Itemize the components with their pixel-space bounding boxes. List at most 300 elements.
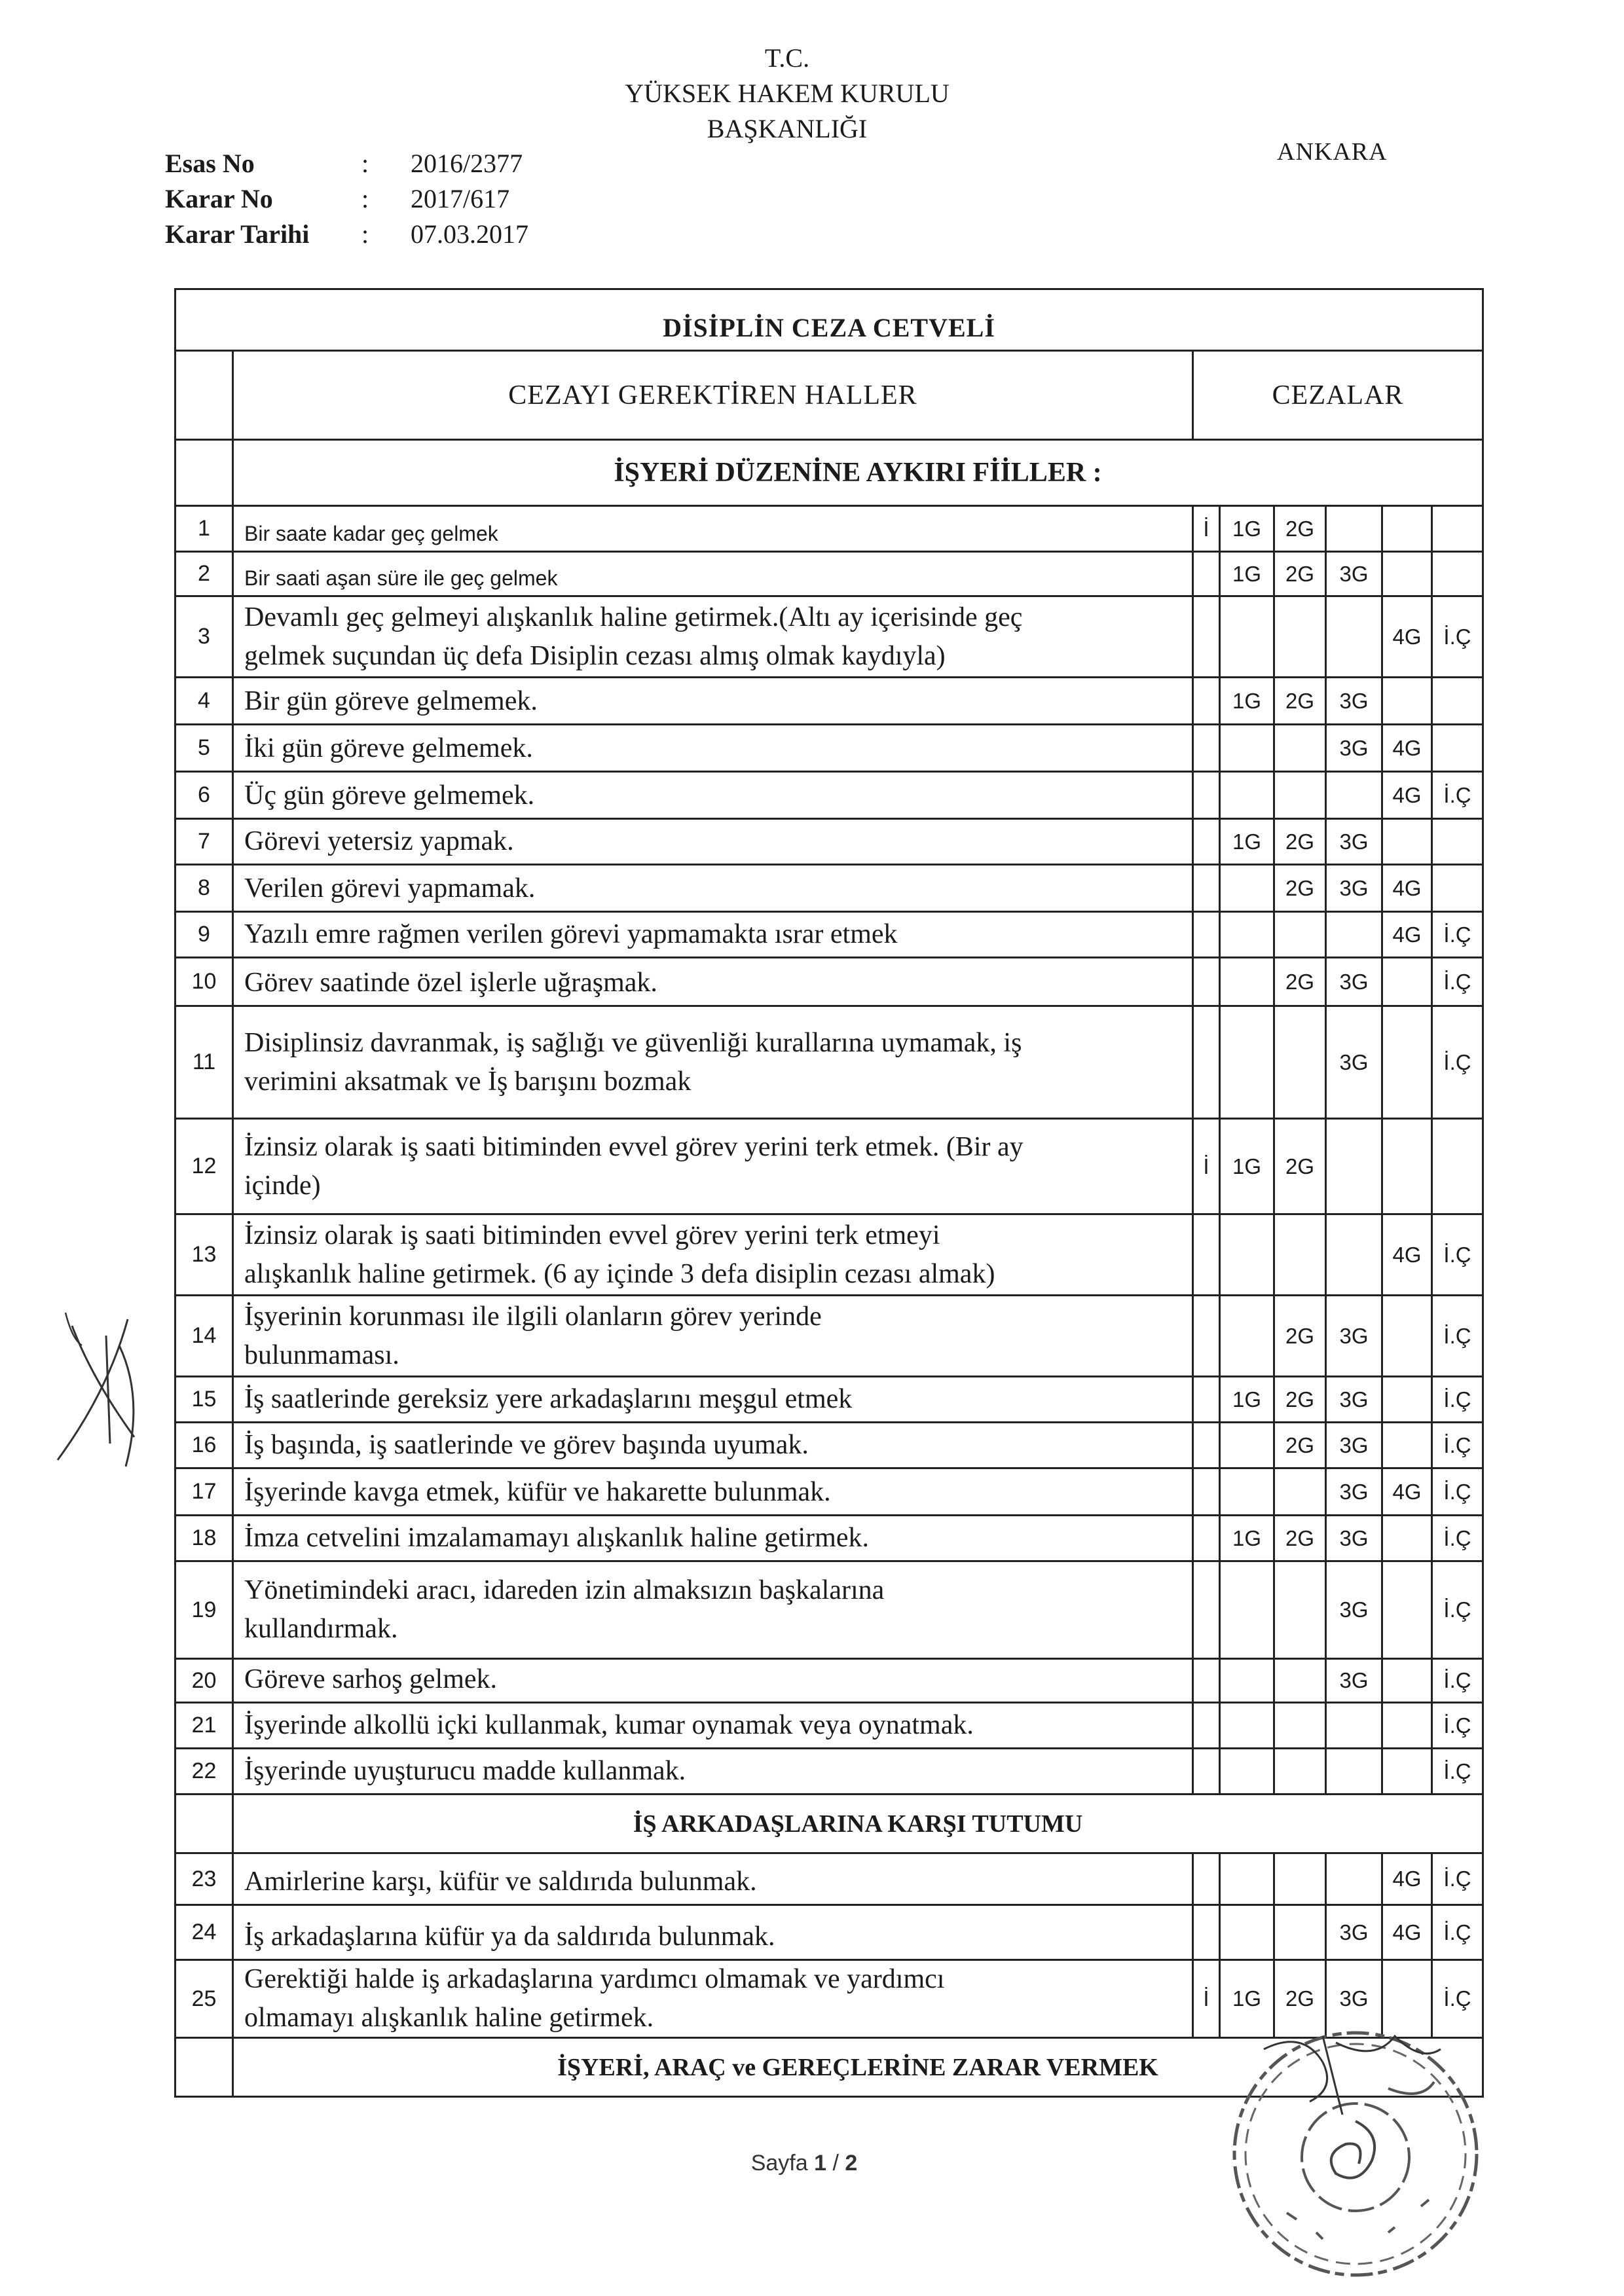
offence-text-line: kullandırmak. — [244, 1614, 398, 1644]
penalty-cell-empty — [1275, 1215, 1327, 1294]
penalty-cell-empty — [1194, 1215, 1221, 1294]
section-heading: İŞYERİ DÜZENİNE AYKIRI FİİLLER : — [614, 458, 1102, 488]
penalty-code: 1G — [1232, 1986, 1262, 2011]
row-number: 25 — [176, 1961, 234, 2037]
penalty-cell-empty — [1383, 1516, 1433, 1560]
penalty-cell — [1221, 678, 1275, 723]
penalty-cell-empty — [1383, 1296, 1433, 1376]
penalty-code: İ.Ç — [1443, 624, 1471, 649]
offence-text-line: İşyerinde kavga etmek, küfür ve hakarette bulunmak. — [244, 1477, 831, 1507]
table-row — [176, 913, 1482, 958]
penalty-cell-empty — [1194, 553, 1221, 595]
offence-text-line: içinde) — [244, 1170, 321, 1201]
penalty-cell-empty — [1275, 913, 1327, 957]
penalty-cell — [1433, 1007, 1482, 1118]
penalty-code: 4G — [1392, 1867, 1422, 1891]
column-header-penalties: CEZALAR — [1272, 380, 1404, 410]
penalty-cell-empty — [1275, 1469, 1327, 1514]
table-row — [176, 553, 1482, 597]
penalty-code: 2G — [1285, 1323, 1315, 1348]
case-meta — [165, 145, 528, 251]
penalty-code: İ.Ç — [1443, 1387, 1471, 1412]
penalty-cell-empty — [1327, 1120, 1383, 1213]
penalty-cell — [1383, 773, 1433, 818]
penalty-code: İ.Ç — [1443, 1323, 1471, 1348]
offence-description — [234, 1007, 1194, 1118]
offence-text-line: İşyerinde alkollü içki kullanmak, kumar oynamak veya oynatmak. — [244, 1710, 974, 1740]
penalty-code: 1G — [1232, 688, 1262, 713]
penalty-cell-empty — [1383, 1120, 1433, 1213]
penalty-cell-empty — [1221, 1749, 1275, 1793]
penalty-cell-empty — [1327, 507, 1383, 551]
handwritten-signature — [46, 1300, 157, 1476]
penalty-cell — [1383, 913, 1433, 957]
row-number: 3 — [176, 597, 234, 676]
penalty-cell — [1433, 1215, 1482, 1294]
penalty-code: İ — [1203, 516, 1209, 541]
penalty-code: 4G — [1392, 735, 1422, 760]
table-row — [176, 773, 1482, 820]
penalty-cell — [1275, 553, 1327, 595]
penalty-code: 4G — [1392, 922, 1422, 947]
penalty-cell-empty — [1383, 820, 1433, 864]
penalty-code: İ.Ç — [1443, 1758, 1471, 1783]
section-heading-row — [176, 441, 1482, 507]
offence-text-line: İmza cetvelini imzalamamayı alışkanlık haline getirmek. — [244, 1523, 869, 1553]
penalty-cell-empty — [1194, 958, 1221, 1005]
meta-colon: : — [361, 183, 369, 213]
table-body — [176, 441, 1482, 2098]
penalty-cell-empty — [1221, 1296, 1275, 1376]
penalty-cell — [1275, 1423, 1327, 1467]
penalty-code: 4G — [1392, 782, 1422, 807]
penalty-cell-empty — [1194, 678, 1221, 723]
penalty-cell — [1327, 1469, 1383, 1514]
offence-description — [234, 913, 1194, 957]
meta-value: 07.03.2017 — [411, 219, 528, 249]
offence-text-line: Bir gün göreve gelmemek. — [244, 686, 538, 716]
penalty-cell-empty — [1383, 507, 1433, 551]
penalty-cell-empty — [1275, 725, 1327, 771]
header-line-tc: T.C. — [764, 43, 810, 73]
offence-text-line: Verilen görevi yapmamak. — [244, 873, 536, 903]
penalty-code: İ.Ç — [1443, 1867, 1471, 1891]
penalty-code: 2G — [1285, 1525, 1315, 1550]
row-number: 16 — [176, 1423, 234, 1467]
row-number: 9 — [176, 913, 234, 957]
row-number: 13 — [176, 1215, 234, 1294]
penalty-cell-empty — [1221, 773, 1275, 818]
offence-text-line: alışkanlık haline getirmek. (6 ay içinde 3 defa disiplin cezası almak) — [244, 1258, 995, 1289]
row-number-cell — [176, 1795, 234, 1852]
offence-description — [234, 866, 1194, 911]
penalty-cell-empty — [1433, 866, 1482, 911]
penalty-cell — [1433, 1377, 1482, 1421]
row-number: 17 — [176, 1469, 234, 1514]
penalty-cell — [1433, 958, 1482, 1005]
penalty-code: İ — [1203, 1154, 1209, 1178]
meta-row-case-no — [165, 145, 528, 181]
penalty-table — [174, 288, 1484, 2098]
header-line-board: YÜKSEK HAKEM KURULU — [625, 79, 950, 108]
penalty-cell-empty — [1327, 1749, 1383, 1793]
penalty-code: 3G — [1339, 1387, 1369, 1412]
penalty-cell-empty — [1194, 1469, 1221, 1514]
table-row — [176, 1704, 1482, 1749]
city: ANKARA — [1277, 138, 1388, 166]
table-row — [176, 1660, 1482, 1704]
table-row — [176, 1423, 1482, 1469]
penalty-cell — [1327, 1562, 1383, 1658]
offence-text-line: Görev saatinde özel işlerle uğraşmak. — [244, 968, 657, 998]
penalty-code: 2G — [1285, 829, 1315, 854]
page-footer — [673, 2151, 935, 2176]
penalty-cell-empty — [1275, 1007, 1327, 1118]
penalty-cell-empty — [1221, 1423, 1275, 1467]
penalty-cell-empty — [1383, 1749, 1433, 1793]
institution-header — [591, 41, 984, 147]
table-row — [176, 1007, 1482, 1120]
penalty-cell-empty — [1383, 1423, 1433, 1467]
penalty-code: İ.Ç — [1443, 1049, 1471, 1074]
penalty-cell — [1433, 1704, 1482, 1747]
penalty-code: 1G — [1232, 561, 1262, 586]
penalty-cell — [1221, 1120, 1275, 1213]
penalty-cell-empty — [1194, 1660, 1221, 1702]
penalty-code: 1G — [1232, 516, 1262, 541]
penalty-cell — [1327, 820, 1383, 864]
penalty-code: İ.Ç — [1443, 1668, 1471, 1692]
meta-colon: : — [361, 219, 369, 249]
row-number-cell — [176, 2039, 234, 2096]
page-separator: / — [832, 2151, 839, 2176]
penalty-code: 2G — [1285, 1154, 1315, 1178]
penalty-code: 1G — [1232, 1154, 1262, 1178]
penalty-cell — [1327, 553, 1383, 595]
penalty-code: 1G — [1232, 1387, 1262, 1412]
penalty-cell — [1433, 773, 1482, 818]
offence-description — [234, 820, 1194, 864]
offence-description — [234, 1961, 1194, 2037]
offence-text-line: Görevi yetersiz yapmak. — [244, 826, 514, 856]
section-heading: İŞ ARKADAŞLARINA KARŞI TUTUMU — [633, 1810, 1083, 1838]
penalty-cell-empty — [1327, 913, 1383, 957]
penalty-cell-empty — [1221, 597, 1275, 676]
offence-description — [234, 1215, 1194, 1294]
penalty-cell — [1327, 1296, 1383, 1376]
offence-description — [234, 507, 1194, 551]
penalty-code: 2G — [1285, 1986, 1315, 2011]
penalty-cell-empty — [1194, 866, 1221, 911]
table-row — [176, 820, 1482, 866]
penalty-cell-empty — [1194, 1906, 1221, 1959]
penalty-code: 2G — [1285, 561, 1315, 586]
penalty-cell-empty — [1194, 1854, 1221, 1904]
penalty-cell — [1275, 1120, 1327, 1213]
penalty-cell — [1433, 1516, 1482, 1560]
header-line-presidency: BAŞKANLIĞI — [707, 114, 868, 143]
penalty-cell — [1327, 1660, 1383, 1702]
penalty-cell — [1327, 1906, 1383, 1959]
penalty-cell — [1327, 866, 1383, 911]
penalty-code: İ.Ç — [1443, 782, 1471, 807]
penalty-cell — [1221, 553, 1275, 595]
offence-text-line: İzinsiz olarak iş saati bitiminden evvel görev yerini terk etmek. (Bir ay — [244, 1131, 1024, 1162]
meta-row-decision-no — [165, 181, 528, 216]
row-number: 19 — [176, 1562, 234, 1658]
section-heading: İŞYERİ, ARAÇ ve GEREÇLERİNE ZARAR VERMEK — [557, 2053, 1158, 2081]
penalty-code: 3G — [1339, 735, 1369, 760]
penalty-code: 2G — [1285, 688, 1315, 713]
table-row — [176, 1854, 1482, 1906]
row-number: 11 — [176, 1007, 234, 1118]
offence-text-line: İzinsiz olarak iş saati bitiminden evvel görev yerini terk etmeyi — [244, 1220, 940, 1250]
penalty-cell — [1221, 820, 1275, 864]
penalty-code: 3G — [1339, 1049, 1369, 1074]
penalty-cell — [1383, 725, 1433, 771]
table-row — [176, 1749, 1482, 1795]
penalty-cell-empty — [1383, 553, 1433, 595]
penalty-cell — [1433, 597, 1482, 676]
meta-value: 2017/617 — [411, 183, 510, 213]
penalty-cell — [1275, 507, 1327, 551]
penalty-cell-empty — [1327, 1704, 1383, 1747]
penalty-cell-empty — [1433, 507, 1482, 551]
penalty-code: İ.Ç — [1443, 1920, 1471, 1944]
penalty-cell — [1275, 1377, 1327, 1421]
penalty-cell — [1327, 1423, 1383, 1467]
table-header-row — [176, 352, 1482, 441]
offence-description — [234, 1423, 1194, 1467]
penalty-cell — [1383, 1854, 1433, 1904]
penalty-code: 3G — [1339, 688, 1369, 713]
table-row — [176, 1215, 1482, 1296]
penalty-code: 2G — [1285, 1387, 1315, 1412]
offence-description — [234, 553, 1194, 595]
penalty-cell — [1275, 866, 1327, 911]
offence-text-line: Gerektiği halde iş arkadaşlarına yardımcı olmamak ve yardımcı — [244, 1964, 945, 1994]
penalty-cell — [1221, 1516, 1275, 1560]
penalty-code: İ.Ç — [1443, 1525, 1471, 1550]
penalty-cell — [1383, 1906, 1433, 1959]
row-number: 10 — [176, 958, 234, 1005]
penalty-cell-empty — [1221, 913, 1275, 957]
row-number: 22 — [176, 1749, 234, 1793]
offence-description — [234, 1377, 1194, 1421]
row-number: 1 — [176, 507, 234, 551]
penalty-cell — [1433, 1906, 1482, 1959]
meta-label: Karar Tarihi — [165, 219, 310, 249]
penalty-code: İ.Ç — [1443, 1432, 1471, 1457]
penalty-cell — [1433, 1423, 1482, 1467]
row-number: 12 — [176, 1120, 234, 1213]
penalty-code: 4G — [1392, 624, 1422, 649]
column-header-offences: CEZAYI GEREKTİREN HALLER — [234, 352, 1194, 439]
penalty-code: 3G — [1339, 1920, 1369, 1944]
penalty-code: 2G — [1285, 875, 1315, 900]
table-row — [176, 1377, 1482, 1423]
penalty-code: İ.Ç — [1443, 1713, 1471, 1738]
offence-description — [234, 958, 1194, 1005]
row-number: 5 — [176, 725, 234, 771]
penalty-code: 3G — [1339, 875, 1369, 900]
penalty-code: 3G — [1339, 829, 1369, 854]
penalty-code: 2G — [1285, 969, 1315, 994]
penalty-cell-empty — [1221, 958, 1275, 1005]
penalty-cell — [1433, 913, 1482, 957]
penalty-cell-empty — [1221, 1215, 1275, 1294]
row-number: 21 — [176, 1704, 234, 1747]
offence-description — [234, 725, 1194, 771]
penalty-cell — [1433, 1854, 1482, 1904]
penalty-cell-empty — [1383, 678, 1433, 723]
penalty-cell-empty — [1194, 1516, 1221, 1560]
penalty-cell-empty — [1221, 1906, 1275, 1959]
offence-text-line: Yönetimindeki aracı, idareden izin almaksızın başkalarına — [244, 1575, 885, 1605]
penalty-cell — [1383, 1469, 1433, 1514]
row-number: 20 — [176, 1660, 234, 1702]
row-number: 8 — [176, 866, 234, 911]
penalty-code: İ.Ç — [1443, 969, 1471, 994]
penalty-cell-empty — [1433, 725, 1482, 771]
page-current: 1 — [814, 2151, 827, 2176]
penalty-code: 3G — [1339, 561, 1369, 586]
penalty-code: 4G — [1392, 875, 1422, 900]
table-title-row — [176, 290, 1482, 352]
offence-text-line: Bir saati aşan süre ile geç gelmek — [244, 566, 558, 590]
penalty-cell-empty — [1383, 1660, 1433, 1702]
page-label: Sayfa — [750, 2151, 808, 2176]
offence-text-line: İş arkadaşlarına küfür ya da saldırıda bulunmak. — [244, 1922, 775, 1952]
penalty-cell — [1275, 958, 1327, 1005]
penalty-cell-empty — [1194, 597, 1221, 676]
offence-description — [234, 1906, 1194, 1959]
penalty-cell-empty — [1194, 725, 1221, 771]
penalty-cell-empty — [1194, 1007, 1221, 1118]
penalty-cell — [1383, 1215, 1433, 1294]
penalty-code: 3G — [1339, 1986, 1369, 2011]
offence-description — [234, 1469, 1194, 1514]
offence-description — [234, 1749, 1194, 1793]
penalty-code: 3G — [1339, 1597, 1369, 1622]
penalty-cell-empty — [1275, 1906, 1327, 1959]
offence-description — [234, 1516, 1194, 1560]
table-row — [176, 1906, 1482, 1961]
penalty-code: İ.Ç — [1443, 1986, 1471, 2011]
row-number: 14 — [176, 1296, 234, 1376]
row-number-cell — [176, 441, 234, 505]
penalty-cell-empty — [1275, 597, 1327, 676]
penalty-cell-empty — [1433, 820, 1482, 864]
offence-description — [234, 1854, 1194, 1904]
row-number: 15 — [176, 1377, 234, 1421]
penalty-cell-empty — [1221, 866, 1275, 911]
penalty-cell — [1275, 1516, 1327, 1560]
penalty-cell-empty — [1275, 1854, 1327, 1904]
penalty-cell-empty — [1433, 1120, 1482, 1213]
penalty-cell-empty — [1221, 1660, 1275, 1702]
penalty-code: İ — [1203, 1986, 1209, 2011]
table-row — [176, 1516, 1482, 1562]
offence-text-line: Bir saate kadar geç gelmek — [244, 522, 498, 545]
penalty-code: 2G — [1285, 516, 1315, 541]
penalty-cell-empty — [1327, 773, 1383, 818]
penalty-cell-empty — [1221, 725, 1275, 771]
penalty-cell — [1194, 507, 1221, 551]
offence-text-line: Göreve sarhoş gelmek. — [244, 1664, 498, 1694]
penalty-cell-empty — [1194, 913, 1221, 957]
offence-description — [234, 1704, 1194, 1747]
table-row — [176, 725, 1482, 773]
penalty-cell-empty — [1327, 1854, 1383, 1904]
offence-description — [234, 773, 1194, 818]
penalty-cell-empty — [1221, 1007, 1275, 1118]
penalty-cell — [1327, 1516, 1383, 1560]
penalty-cell-empty — [1194, 820, 1221, 864]
penalty-code: 3G — [1339, 1432, 1369, 1457]
penalty-code: 3G — [1339, 1668, 1369, 1692]
penalty-code: 1G — [1232, 829, 1262, 854]
offence-text-line: bulunmaması. — [244, 1339, 399, 1370]
offence-text-line: Disiplinsiz davranmak, iş sağlığı ve güvenliği kurallarına uymamak, iş — [244, 1027, 1022, 1058]
penalty-cell-empty — [1383, 1377, 1433, 1421]
penalty-cell — [1194, 1961, 1221, 2037]
penalty-cell-empty — [1383, 958, 1433, 1005]
row-number: 23 — [176, 1854, 234, 1904]
penalty-cell — [1327, 1377, 1383, 1421]
penalty-cell-empty — [1383, 1007, 1433, 1118]
table-row — [176, 1469, 1482, 1516]
row-number: 18 — [176, 1516, 234, 1560]
offence-description — [234, 1296, 1194, 1376]
table-row — [176, 507, 1482, 553]
penalty-code: İ.Ç — [1443, 1597, 1471, 1622]
penalty-cell-empty — [1221, 1469, 1275, 1514]
penalty-cell — [1383, 866, 1433, 911]
penalty-cell-empty — [1194, 773, 1221, 818]
meta-label: Esas No — [165, 148, 255, 178]
row-number: 4 — [176, 678, 234, 723]
offence-text-line: verimini aksatmak ve İş barışını bozmak — [244, 1066, 692, 1097]
penalty-code: 4G — [1392, 1479, 1422, 1504]
penalty-cell-empty — [1275, 1749, 1327, 1793]
penalty-code: 4G — [1392, 1242, 1422, 1267]
penalty-cell — [1275, 678, 1327, 723]
offence-text-line: gelmek suçundan üç defa Disiplin cezası almış olmak kaydıyla) — [244, 640, 946, 671]
offence-text-line: İş saatlerinde gereksiz yere arkadaşlarını meşgul etmek — [244, 1384, 853, 1414]
table-row — [176, 1120, 1482, 1215]
penalty-cell-empty — [1221, 1854, 1275, 1904]
penalty-code: 3G — [1339, 969, 1369, 994]
penalty-code: İ.Ç — [1443, 1242, 1471, 1267]
penalty-cell — [1433, 1660, 1482, 1702]
penalty-cell — [1275, 1296, 1327, 1376]
offence-text-line: Üç gün göreve gelmemek. — [244, 780, 535, 811]
penalty-cell-empty — [1383, 1562, 1433, 1658]
row-number: 6 — [176, 773, 234, 818]
penalty-cell-empty — [1275, 773, 1327, 818]
penalty-code: İ.Ç — [1443, 1479, 1471, 1504]
penalty-cell — [1383, 597, 1433, 676]
penalty-cell — [1433, 1296, 1482, 1376]
penalty-code: 3G — [1339, 1525, 1369, 1550]
penalty-cell — [1275, 820, 1327, 864]
page-total: 2 — [845, 2151, 858, 2176]
penalty-cell-empty — [1327, 597, 1383, 676]
penalty-cell-empty — [1221, 1704, 1275, 1747]
row-number: 7 — [176, 820, 234, 864]
offence-description — [234, 597, 1194, 676]
